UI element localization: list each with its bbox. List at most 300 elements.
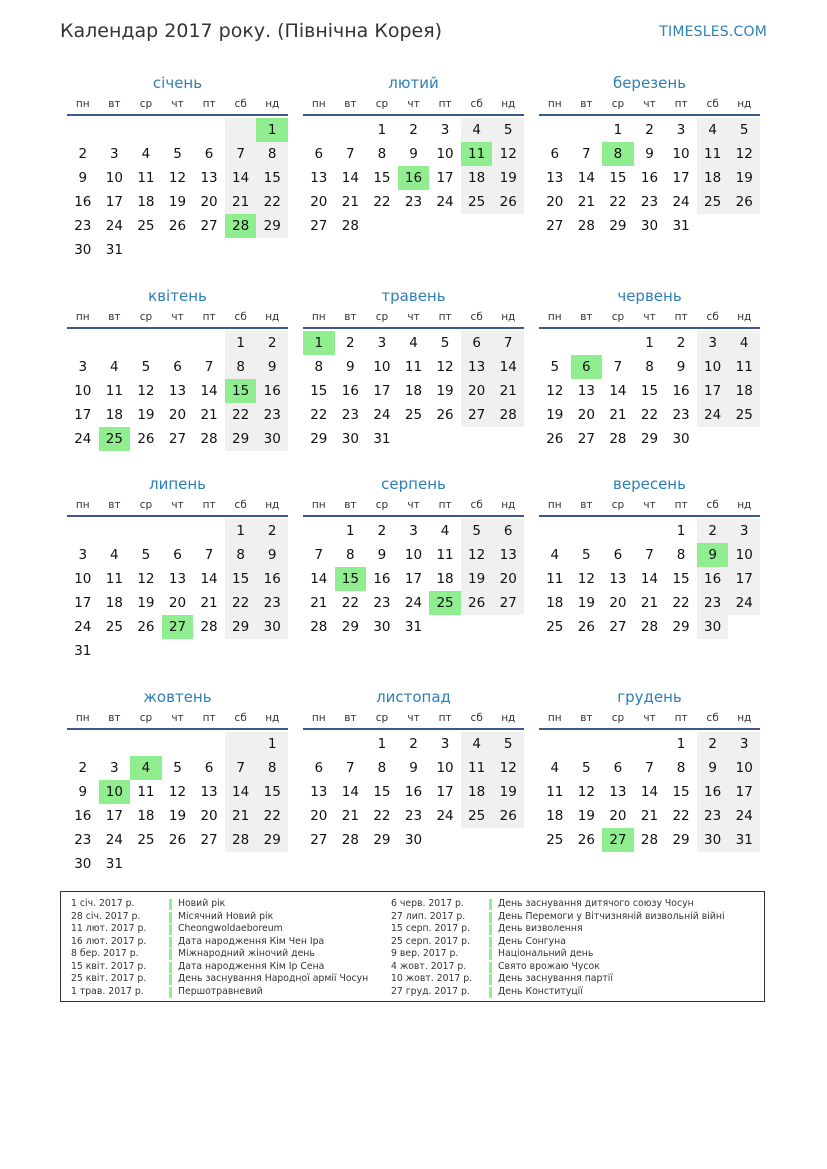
holiday-day-cell: 15 — [225, 379, 257, 403]
day-cell: 2 — [697, 732, 729, 756]
day-cell: 14 — [225, 166, 257, 190]
day-cell: 15 — [609, 170, 627, 186]
day-cell: 1 — [645, 335, 654, 351]
holiday-marker-icon — [169, 912, 172, 923]
weekday-header — [539, 708, 760, 730]
day-cell: 31 — [373, 431, 391, 447]
day-cell: 3 — [676, 122, 686, 138]
day-cell: 23 — [256, 591, 288, 615]
day-cell: 5 — [582, 547, 591, 563]
day-cell: 17 — [373, 383, 391, 399]
day-cell: 28 — [492, 403, 524, 427]
day-cell: 27 — [168, 431, 187, 447]
day-cell: 3 — [728, 519, 760, 543]
day-grid — [303, 732, 524, 852]
weekday-label: пт — [674, 311, 688, 323]
weekday-label: пн — [75, 98, 90, 110]
day-grid — [539, 732, 760, 852]
day-cell: 5 — [550, 359, 560, 375]
legend-row — [71, 973, 368, 986]
day-cell: 8 — [256, 756, 288, 780]
holiday-day-cell: 4 — [130, 756, 162, 780]
weekday-label: пн — [311, 311, 326, 323]
day-cell: 24 — [436, 808, 454, 824]
day-cell: 9 — [377, 547, 387, 563]
holiday-marker-icon — [169, 974, 172, 985]
empty-cell — [67, 519, 99, 543]
day-cell: 5 — [728, 118, 760, 142]
month-block — [539, 72, 760, 238]
day-cell: 1 — [377, 122, 387, 138]
weekday-label: вт — [580, 98, 593, 110]
weekday-label: сб — [706, 98, 719, 110]
day-cell: 24 — [74, 619, 92, 635]
day-cell: 23 — [672, 407, 690, 423]
weekday-label: нд — [501, 499, 516, 511]
weekday-label: нд — [737, 499, 752, 511]
day-cell: 4 — [461, 732, 493, 756]
day-cell: 18 — [404, 383, 423, 399]
day-cell: 17 — [404, 571, 423, 587]
day-cell: 25 — [105, 619, 123, 635]
day-cell: 15 — [256, 166, 288, 190]
weekday-label: чт — [171, 499, 184, 511]
day-cell: 8 — [377, 146, 387, 162]
weekday-header — [67, 94, 288, 116]
day-cell: 19 — [168, 194, 187, 210]
weekday-label: нд — [737, 311, 752, 323]
weekday-label: вт — [108, 712, 121, 724]
day-cell: 26 — [492, 190, 524, 214]
month-block — [67, 686, 288, 876]
day-cell: 15 — [225, 567, 257, 591]
holiday-day-cell: 8 — [602, 142, 634, 166]
weekday-label: пн — [547, 712, 562, 724]
holiday-day-cell: 28 — [225, 214, 257, 238]
day-cell: 4 — [728, 331, 760, 355]
day-cell: 7 — [346, 146, 355, 162]
weekday-label: пт — [438, 712, 452, 724]
day-cell: 21 — [341, 808, 359, 824]
day-cell: 29 — [672, 832, 690, 848]
weekday-label: нд — [737, 712, 752, 724]
day-cell: 13 — [609, 571, 627, 587]
weekday-label: вт — [580, 499, 593, 511]
weekday-label: нд — [737, 98, 752, 110]
holiday-date: 15 серп. 2017 р. — [391, 923, 470, 934]
day-cell: 19 — [492, 780, 524, 804]
day-cell: 30 — [74, 856, 92, 872]
day-cell: 6 — [314, 760, 324, 776]
day-cell: 12 — [546, 383, 564, 399]
day-cell: 14 — [200, 571, 218, 587]
day-cell: 26 — [436, 407, 454, 423]
day-cell: 31 — [672, 218, 690, 234]
day-cell: 13 — [577, 383, 595, 399]
brand-link[interactable]: TIMESLES.COM — [659, 24, 767, 40]
day-cell: 10 — [697, 355, 729, 379]
empty-cell — [193, 331, 225, 355]
day-cell: 14 — [225, 780, 257, 804]
weekday-label: пн — [311, 98, 326, 110]
day-cell: 13 — [546, 170, 564, 186]
day-cell: 26 — [461, 591, 493, 615]
day-cell: 29 — [310, 431, 328, 447]
day-cell: 6 — [613, 760, 623, 776]
weekday-label: вт — [108, 499, 121, 511]
weekday-header — [303, 94, 524, 116]
month-block — [539, 473, 760, 639]
day-cell: 5 — [582, 760, 591, 776]
day-cell: 22 — [672, 595, 690, 611]
day-cell: 19 — [577, 595, 595, 611]
day-cell: 7 — [204, 547, 214, 563]
day-cell: 17 — [728, 567, 760, 591]
empty-cell — [571, 732, 603, 756]
day-cell: 6 — [314, 146, 324, 162]
day-cell: 2 — [346, 335, 355, 351]
day-cell: 18 — [105, 407, 123, 423]
weekday-label: чт — [171, 311, 184, 323]
empty-cell — [602, 732, 634, 756]
weekday-label: чт — [407, 499, 420, 511]
weekday-header — [539, 495, 760, 517]
day-cell: 21 — [310, 595, 328, 611]
day-cell: 14 — [341, 784, 359, 800]
day-cell: 28 — [200, 431, 218, 447]
day-cell: 28 — [200, 619, 218, 635]
day-cell: 1 — [346, 523, 355, 539]
day-cell: 26 — [168, 218, 187, 234]
empty-cell — [162, 519, 194, 543]
day-cell: 17 — [436, 170, 454, 186]
weekday-label: нд — [501, 98, 516, 110]
legend-row — [71, 948, 368, 961]
day-cell: 6 — [461, 331, 493, 355]
day-cell: 3 — [110, 760, 119, 776]
day-cell: 26 — [137, 619, 155, 635]
month-name: червень — [617, 287, 682, 305]
day-cell: 26 — [577, 832, 595, 848]
day-cell: 16 — [697, 567, 729, 591]
day-cell: 27 — [310, 832, 328, 848]
day-cell: 19 — [728, 166, 760, 190]
weekday-label: пт — [438, 98, 452, 110]
weekday-label: вт — [108, 98, 121, 110]
day-cell: 27 — [200, 218, 218, 234]
day-cell: 9 — [78, 170, 88, 186]
empty-cell — [99, 519, 131, 543]
empty-cell — [162, 732, 194, 756]
month-name: березень — [612, 74, 687, 92]
day-cell: 23 — [404, 194, 423, 210]
day-cell: 21 — [577, 194, 595, 210]
empty-cell — [539, 519, 571, 543]
day-cell: 21 — [225, 190, 257, 214]
weekday-label: ср — [139, 712, 153, 724]
holiday-marker-icon — [169, 937, 172, 948]
day-cell: 6 — [204, 760, 214, 776]
holiday-day-cell: 1 — [256, 118, 288, 142]
day-cell: 29 — [256, 828, 288, 852]
month-block — [539, 686, 760, 852]
holiday-date: 9 вер. 2017 р. — [391, 948, 459, 959]
day-cell: 30 — [256, 427, 288, 451]
holiday-day-cell: 27 — [162, 615, 194, 639]
empty-cell — [335, 118, 367, 142]
weekday-label: вт — [344, 712, 357, 724]
day-cell: 21 — [492, 379, 524, 403]
day-cell: 22 — [341, 595, 359, 611]
day-cell: 20 — [492, 567, 524, 591]
weekday-label: чт — [171, 98, 184, 110]
day-cell: 29 — [225, 615, 257, 639]
day-cell: 17 — [105, 808, 123, 824]
day-cell: 10 — [373, 359, 391, 375]
day-cell: 13 — [461, 355, 493, 379]
day-cell: 29 — [609, 218, 627, 234]
day-cell: 28 — [341, 832, 359, 848]
day-cell: 22 — [609, 194, 627, 210]
day-cell: 1 — [676, 523, 686, 539]
weekday-label: пн — [311, 712, 326, 724]
day-cell: 7 — [492, 331, 524, 355]
holiday-date: 8 бер. 2017 р. — [71, 948, 139, 959]
day-grid — [303, 519, 524, 639]
day-cell: 14 — [341, 170, 359, 186]
day-cell: 2 — [676, 335, 686, 351]
day-cell: 8 — [645, 359, 654, 375]
day-cell: 11 — [137, 784, 155, 800]
holiday-date: 15 квіт. 2017 р. — [71, 960, 147, 972]
empty-cell — [602, 519, 634, 543]
weekday-label: чт — [407, 712, 420, 724]
day-cell: 11 — [697, 142, 729, 166]
day-cell: 16 — [672, 383, 690, 399]
empty-cell — [225, 118, 257, 142]
day-cell: 24 — [672, 194, 690, 210]
empty-cell — [130, 732, 162, 756]
empty-cell — [571, 118, 603, 142]
day-cell: 11 — [461, 756, 493, 780]
empty-cell — [539, 732, 571, 756]
day-cell: 6 — [173, 547, 182, 563]
day-cell: 18 — [105, 595, 123, 611]
weekday-label: чт — [171, 712, 184, 724]
weekday-label: пн — [75, 311, 90, 323]
day-cell: 19 — [492, 166, 524, 190]
weekday-label: пн — [547, 499, 562, 511]
legend-row — [391, 923, 725, 936]
day-cell: 12 — [436, 359, 454, 375]
day-cell: 15 — [256, 780, 288, 804]
day-cell: 1 — [225, 331, 257, 355]
weekday-label: нд — [265, 311, 280, 323]
weekday-label: сб — [234, 98, 247, 110]
weekday-label: пт — [202, 712, 216, 724]
day-cell: 12 — [168, 170, 187, 186]
day-cell: 22 — [310, 407, 328, 423]
holiday-day-cell: 15 — [335, 567, 367, 591]
day-cell: 14 — [492, 355, 524, 379]
day-cell: 16 — [640, 170, 659, 186]
month-block — [67, 285, 288, 451]
day-cell: 11 — [105, 383, 123, 399]
day-grid — [67, 118, 288, 262]
month-block — [303, 72, 524, 238]
day-cell: 7 — [645, 760, 654, 776]
day-cell: 18 — [137, 808, 155, 824]
weekday-label: ср — [375, 499, 389, 511]
day-cell: 14 — [577, 170, 595, 186]
day-cell: 18 — [546, 808, 564, 824]
day-cell: 16 — [404, 784, 423, 800]
holiday-name: День визволення — [498, 923, 583, 934]
day-cell: 16 — [74, 194, 92, 210]
day-cell: 12 — [577, 784, 595, 800]
weekday-label: ср — [611, 712, 625, 724]
holiday-day-cell: 9 — [697, 543, 729, 567]
weekday-label: ср — [611, 499, 625, 511]
weekday-label: сб — [470, 499, 483, 511]
day-cell: 8 — [676, 547, 686, 563]
day-cell: 5 — [141, 359, 151, 375]
day-cell: 15 — [310, 383, 328, 399]
day-grid — [303, 118, 524, 238]
day-cell: 2 — [78, 146, 88, 162]
holiday-day-cell: 16 — [398, 166, 430, 190]
day-cell: 13 — [168, 571, 187, 587]
day-cell: 4 — [697, 118, 729, 142]
holiday-day-cell: 27 — [602, 828, 634, 852]
day-cell: 22 — [225, 591, 257, 615]
empty-cell — [634, 732, 666, 756]
weekday-label: ср — [139, 311, 153, 323]
holiday-marker-icon — [489, 937, 492, 948]
day-cell: 3 — [377, 335, 387, 351]
day-cell: 7 — [314, 547, 324, 563]
day-cell: 18 — [728, 379, 760, 403]
day-grid — [539, 118, 760, 238]
empty-cell — [67, 732, 99, 756]
day-cell: 4 — [409, 335, 418, 351]
day-cell: 27 — [200, 832, 218, 848]
day-cell: 12 — [168, 784, 187, 800]
empty-cell — [162, 118, 194, 142]
day-cell: 4 — [141, 146, 151, 162]
holiday-marker-icon — [169, 987, 172, 998]
day-cell: 25 — [697, 190, 729, 214]
holiday-name: День заснування партії — [498, 973, 613, 984]
day-cell: 15 — [640, 383, 659, 399]
day-cell: 16 — [74, 808, 92, 824]
weekday-label: вт — [108, 311, 121, 323]
day-cell: 13 — [310, 170, 328, 186]
weekday-label: ср — [611, 311, 625, 323]
day-cell: 9 — [409, 760, 418, 776]
day-cell: 12 — [137, 571, 155, 587]
weekday-label: ср — [375, 712, 389, 724]
day-cell: 19 — [168, 808, 187, 824]
weekday-label: нд — [265, 712, 280, 724]
day-cell: 9 — [256, 543, 288, 567]
day-cell: 28 — [225, 828, 257, 852]
day-cell: 7 — [225, 756, 257, 780]
day-cell: 7 — [204, 359, 214, 375]
day-cell: 23 — [74, 218, 92, 234]
day-cell: 11 — [137, 170, 155, 186]
legend-row — [71, 898, 368, 911]
day-cell: 11 — [728, 355, 760, 379]
day-cell: 10 — [728, 756, 760, 780]
day-cell: 2 — [78, 760, 88, 776]
weekday-label: ср — [139, 499, 153, 511]
weekday-label: пн — [547, 98, 562, 110]
day-cell: 28 — [310, 619, 328, 635]
day-cell: 28 — [341, 218, 359, 234]
day-cell: 25 — [137, 832, 155, 848]
day-cell: 24 — [404, 595, 423, 611]
day-cell: 5 — [173, 760, 182, 776]
day-cell: 26 — [728, 190, 760, 214]
day-cell: 25 — [728, 403, 760, 427]
holiday-marker-icon — [489, 924, 492, 935]
day-cell: 11 — [436, 547, 454, 563]
weekday-header — [303, 708, 524, 730]
legend-row — [391, 948, 725, 961]
holiday-date: 6 черв. 2017 р. — [391, 898, 464, 909]
day-cell: 21 — [341, 194, 359, 210]
day-cell: 9 — [676, 359, 686, 375]
day-cell: 4 — [110, 547, 119, 563]
day-cell: 17 — [436, 784, 454, 800]
month-block — [539, 285, 760, 451]
day-cell: 20 — [168, 595, 187, 611]
weekday-label: чт — [643, 311, 656, 323]
day-cell: 2 — [697, 519, 729, 543]
weekday-label: чт — [643, 98, 656, 110]
day-cell: 8 — [377, 760, 387, 776]
day-cell: 9 — [78, 784, 88, 800]
day-cell: 30 — [341, 431, 359, 447]
day-cell: 5 — [440, 335, 450, 351]
holiday-name: День Конституції — [498, 985, 583, 997]
empty-cell — [303, 732, 335, 756]
weekday-header — [303, 307, 524, 329]
weekday-label: пн — [75, 712, 90, 724]
day-cell: 4 — [110, 359, 119, 375]
day-cell: 26 — [577, 619, 595, 635]
holiday-name: Cheongwoldaeboreum — [178, 923, 283, 934]
day-cell: 25 — [461, 804, 493, 828]
month-name: грудень — [617, 688, 682, 706]
day-cell: 6 — [492, 519, 524, 543]
day-cell: 29 — [256, 214, 288, 238]
day-cell: 10 — [436, 760, 454, 776]
day-cell: 23 — [697, 804, 729, 828]
weekday-label: чт — [643, 712, 656, 724]
legend-column-right — [391, 898, 725, 998]
empty-cell — [303, 118, 335, 142]
day-cell: 27 — [577, 431, 595, 447]
day-cell: 17 — [105, 194, 123, 210]
day-cell: 20 — [310, 808, 328, 824]
day-cell: 5 — [492, 118, 524, 142]
day-cell: 3 — [728, 732, 760, 756]
day-cell: 6 — [613, 547, 623, 563]
day-cell: 13 — [609, 784, 627, 800]
holiday-name: День Перемоги у Вітчизняній визвольній війні — [498, 910, 725, 922]
